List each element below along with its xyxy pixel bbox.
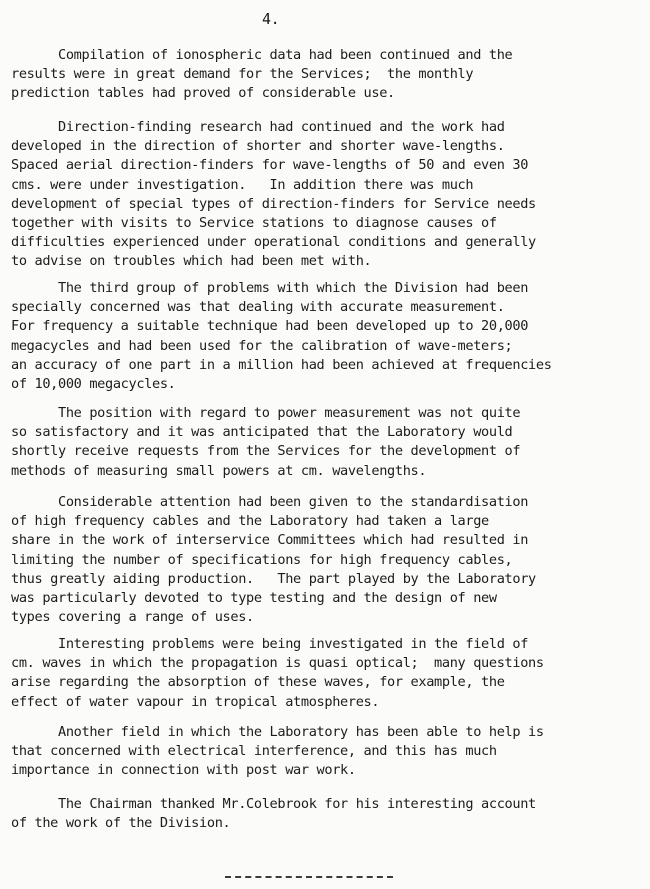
text-line: effect of water vapour in tropical atmospheres. <box>11 693 380 710</box>
paragraph-cable-standardisation <box>11 493 636 627</box>
text-line: difficulties experienced under operational conditions and generally <box>11 234 536 251</box>
paragraph-power-measurement <box>11 404 636 481</box>
text-line: megacycles and had been used for the calibration of wave-meters; <box>11 337 513 354</box>
text-line: was particularly devoted to type testing and the design of new <box>11 589 497 606</box>
text-line: cms. were under investigation. In addition there was much <box>11 176 474 193</box>
page-number: 4. <box>262 10 280 28</box>
text-line: methods of measuring small powers at cm. wavelengths. <box>11 462 427 479</box>
text-line: development of special types of direction-finders for Service needs <box>11 195 536 212</box>
text-line: so satisfactory and it was anticipated that the Laboratory would <box>11 424 513 441</box>
text-line: of high frequency cables and the Laboratory had taken a large <box>11 513 489 530</box>
text-line: to advise on troubles which had been met with. <box>11 253 372 270</box>
paragraph-electrical-interference <box>11 723 636 781</box>
text-line: Interesting problems were being investigated in the field of <box>11 636 529 652</box>
text-line: share in the work of interservice Committees which had resulted in <box>11 532 529 549</box>
text-line: of the work of the Division. <box>11 815 231 832</box>
text-line: Spaced aerial direction-finders for wave-lengths of 50 and even 30 <box>11 157 529 174</box>
text-line: Another field in which the Laboratory has been able to help is <box>11 724 544 740</box>
text-line: importance in connection with post war work. <box>11 762 356 779</box>
paragraph-cm-waves <box>11 635 636 712</box>
text-line: arise regarding the absorption of these waves, for example, the <box>11 674 505 691</box>
paragraph-ionospheric-data <box>11 46 636 104</box>
text-line: results were in great demand for the Services; the monthly <box>11 66 474 83</box>
text-line: Direction-finding research had continued and the work had <box>11 119 505 135</box>
text-line: specially concerned was that dealing with accurate measurement. <box>11 299 505 316</box>
paragraph-accurate-measurement <box>11 279 636 394</box>
text-line: types covering a range of uses. <box>11 609 254 626</box>
paragraph-direction-finding <box>11 118 636 272</box>
text-line: Compilation of ionospheric data had been continued and the <box>11 47 513 63</box>
section-divider <box>225 876 393 878</box>
text-line: limiting the number of specifications for high frequency cables, <box>11 551 513 568</box>
text-line: an accuracy of one part in a million had been achieved at frequencies <box>11 356 552 373</box>
text-line: Considerable attention had been given to the standardisation <box>11 494 529 510</box>
text-line: that concerned with electrical interference, and this has much <box>11 743 497 760</box>
text-line: cm. waves in which the propagation is quasi optical; many questions <box>11 655 544 672</box>
paragraph-chairman-thanks <box>11 795 636 833</box>
text-line: The position with regard to power measurement was not quite <box>11 405 521 421</box>
text-line: developed in the direction of shorter and shorter wave-lengths. <box>11 138 505 155</box>
text-line: The Chairman thanked Mr.Colebrook for his interesting account <box>11 796 536 812</box>
text-line: For frequency a suitable technique had been developed up to 20,000 <box>11 318 529 335</box>
text-line: together with visits to Service stations to diagnose causes of <box>11 214 497 231</box>
text-line: prediction tables had proved of considerable use. <box>11 85 395 102</box>
text-line: of 10,000 megacycles. <box>11 375 176 392</box>
text-line: thus greatly aiding production. The part played by the Laboratory <box>11 570 536 587</box>
text-line: shortly receive requests from the Services for the development of <box>11 443 521 460</box>
text-line: The third group of problems with which the Division had been <box>11 280 529 296</box>
